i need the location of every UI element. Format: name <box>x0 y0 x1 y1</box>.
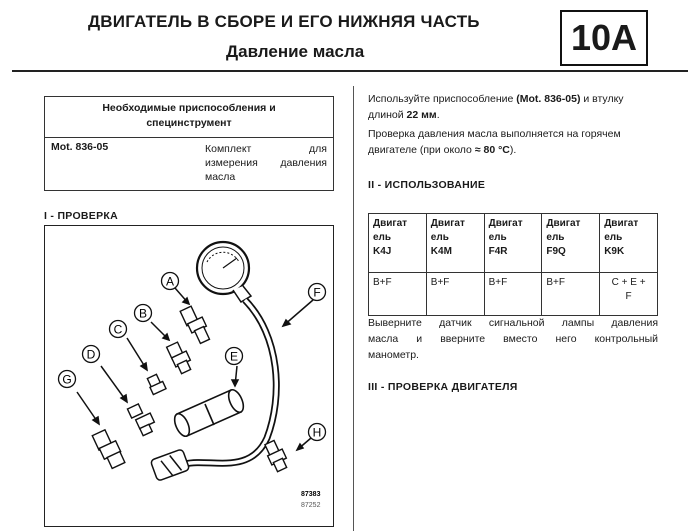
engine-table-value-row <box>369 273 658 316</box>
figure-ref: 87383 <box>301 491 321 498</box>
engine-table-header-row <box>369 214 658 273</box>
para-hot-engine: Проверка давления масла выполняется на горячем двигателе (при около ≈ 80 °С). <box>368 128 621 156</box>
hose-end-fitting-icon <box>150 449 189 481</box>
adapter-b-icon <box>167 342 191 374</box>
adapter-c-icon <box>147 374 166 394</box>
para-sensor: Выверните датчик сигнальной лампы давления масла и вверните вместо него контрольный манометр. <box>368 317 658 361</box>
callout-a <box>162 273 179 290</box>
tools-table <box>44 96 334 191</box>
svg-text:C: C <box>113 322 123 337</box>
svg-text:H: H <box>312 425 322 440</box>
engine-col-k4m: Двигат ель K4M <box>426 214 484 273</box>
tool-code: Mot. 836-05 <box>45 138 198 191</box>
engine-col-f4r: Двигат ель F4R <box>484 214 542 273</box>
adapter-sleeve-e-icon <box>172 388 247 439</box>
callout-e <box>226 348 243 365</box>
svg-text:A: A <box>165 274 175 289</box>
engine-col-f9q: Двигат ель F9Q <box>542 214 600 273</box>
page-subtitle: Давление масла <box>226 42 365 61</box>
header-rule <box>12 70 688 72</box>
tool-kit-figure <box>44 225 334 527</box>
svg-text:B: B <box>138 306 148 321</box>
tool-description: Комплект для измерения давления масла <box>197 138 334 191</box>
adapter-d-icon <box>127 404 154 436</box>
adapter-h-icon <box>265 440 287 471</box>
engine-value-k4j: B+F <box>369 273 427 316</box>
svg-text:F: F <box>313 285 321 300</box>
callout-g <box>59 371 76 388</box>
engine-table <box>368 213 658 316</box>
adapter-g-icon <box>92 430 125 469</box>
engine-value-f4r: B+F <box>484 273 542 316</box>
svg-text:G: G <box>62 372 72 387</box>
column-divider <box>353 86 354 531</box>
callout-b <box>135 305 152 322</box>
engine-col-k9k: Двигат ель K9K <box>600 214 658 273</box>
tools-table-header <box>45 97 334 138</box>
para-tool-usage: Используйте приспособление (Mot. 836-05) и втулку длиной 22 мм. <box>368 93 624 121</box>
engine-value-k9k: C + E + F <box>600 273 658 316</box>
tools-header-line1: Необходимые приспособления и <box>102 102 276 114</box>
callout-h <box>309 424 326 441</box>
pressure-gauge-icon <box>197 242 251 302</box>
page-title: ДВИГАТЕЛЬ В СБОРЕ И ЕГО НИЖНЯЯ ЧАСТЬ <box>88 12 480 31</box>
section-code-badge: 10A <box>560 10 648 66</box>
adapter-a-icon <box>180 306 209 343</box>
engine-col-k4j: Двигат ель K4J <box>369 214 427 273</box>
svg-text:E: E <box>229 349 239 364</box>
callout-c <box>110 321 127 338</box>
tools-header-line2: специнструмент <box>146 117 232 129</box>
section1-title: I - ПРОВЕРКА <box>44 210 119 222</box>
tool-kit-illustration <box>45 226 333 526</box>
engine-value-k4m: B+F <box>426 273 484 316</box>
section2-title: II - ИСПОЛЬЗОВАНИЕ <box>368 179 486 191</box>
callout-f <box>309 284 326 301</box>
svg-text:D: D <box>86 347 96 362</box>
figure-ref-cut: 87252 <box>301 502 321 509</box>
callout-d <box>83 346 100 363</box>
engine-value-f9q: B+F <box>542 273 600 316</box>
section3-title: III - ПРОВЕРКА ДВИГАТЕЛЯ <box>368 381 518 393</box>
